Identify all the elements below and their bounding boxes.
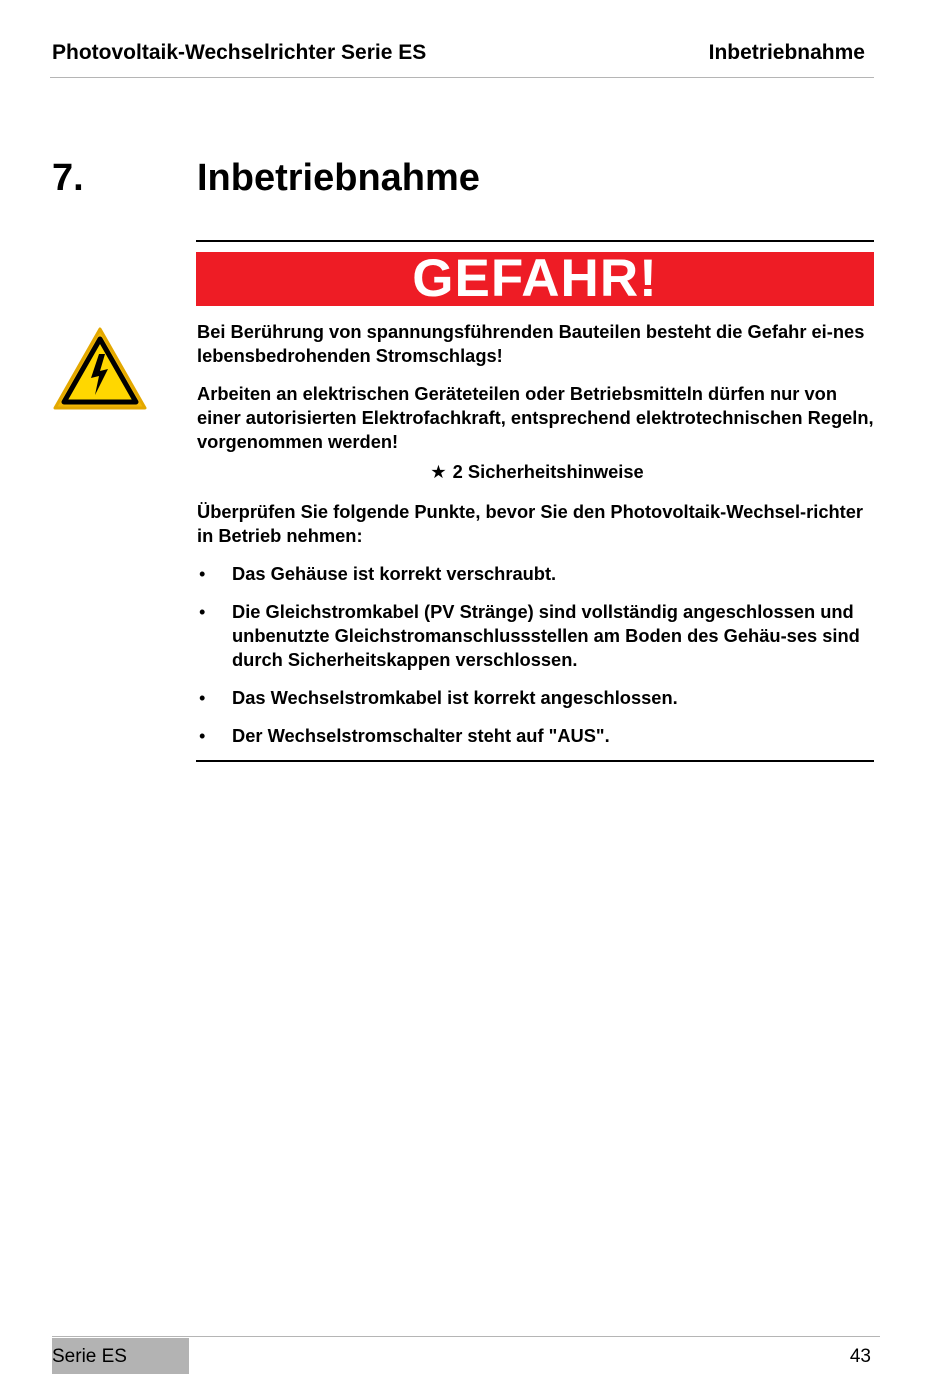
list-item-text: Die Gleichstromkabel (PV Stränge) sind vollständig angeschlossen und unbenutzte Gleichstromanschlussstellen am Boden des Gehäu-ses sind durch Sicherheitskappen verschlossen. [232, 601, 860, 670]
high-voltage-warning-icon [52, 326, 148, 412]
list-item [197, 686, 877, 710]
section-number: 7. [52, 157, 84, 199]
danger-box-content [197, 320, 877, 762]
danger-banner [196, 249, 874, 308]
cross-reference-label: 2 Sicherheitshinweise [452, 461, 644, 482]
danger-box-top-rule [196, 240, 874, 242]
checklist [197, 562, 877, 748]
section-title: Inbetriebnahme [197, 157, 480, 199]
bullet-icon: • [199, 687, 206, 708]
cross-reference[interactable] [197, 460, 877, 484]
danger-banner-text: GEFAHR! [412, 249, 658, 308]
bullet-icon: • [199, 725, 206, 746]
list-item [197, 600, 877, 672]
star-icon: ★ [430, 461, 447, 482]
list-item-text: Das Wechselstromkabel ist korrekt angeschlossen. [232, 687, 678, 708]
warning-text-qualified-personnel: Arbeiten an elektrischen Geräteteilen oder Betriebsmitteln dürfen nur von einer autorisierten Elektrofachkraft, entsprechend elektrotechnischen Regeln, vorgenommen werden! [197, 383, 874, 452]
bullet-icon: • [199, 601, 206, 622]
bullet-icon: • [199, 563, 206, 584]
list-item [197, 562, 877, 586]
checklist-intro: Überprüfen Sie folgende Punkte, bevor Sie den Photovoltaik-Wechsel-richter in Betrieb nehmen: [197, 501, 864, 546]
header-divider [50, 77, 874, 78]
list-item-text: Das Gehäuse ist korrekt verschraubt. [232, 563, 557, 584]
document-title: Photovoltaik-Wechselrichter Serie ES [52, 41, 427, 64]
footer-series-label: Serie ES [52, 1346, 127, 1367]
list-item [197, 724, 877, 748]
list-item-text: Der Wechselstromschalter steht auf "AUS". [232, 725, 610, 746]
page-number: 43 [849, 1346, 871, 1367]
chapter-title: Inbetriebnahme [708, 41, 865, 64]
danger-box-bottom-rule [196, 760, 874, 762]
warning-text-shock: Bei Berührung von spannungsführenden Bauteilen besteht die Gefahr ei-nes lebensbedrohenden Stromschlags! [197, 321, 865, 366]
footer-divider [52, 1336, 880, 1337]
